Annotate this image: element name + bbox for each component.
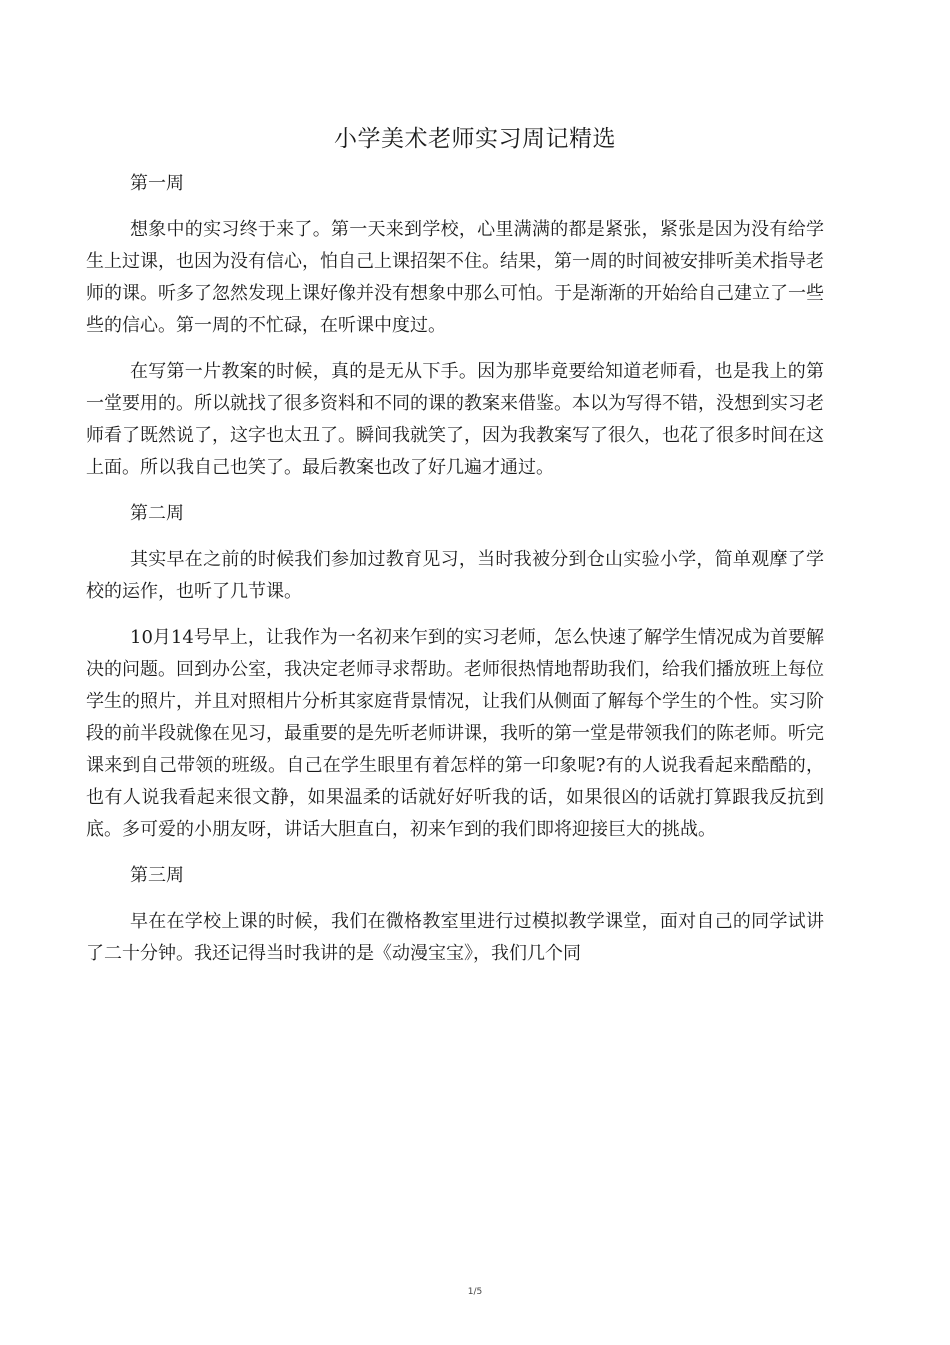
paragraph: 10月14号早上，让我作为一名初来乍到的实习老师，怎么快速了解学生情况成为首要解决的问题。回到办公室，我决定老师寻求帮助。老师很热情地帮助我们，给我们播放班上每位学生的照片，并且对照相片分析其家庭背景情况，让我们从侧面了解每个学生的个性。实习阶段的前半段就像在见习，最重要的是先听老师讲课，我听的第一堂是带领我们的陈老师。听完课来到自己带领的班级。自己在学生眼里有着怎样的第一印象呢?有的人说我看起来酷酷的，也有人说我看起来很文静，如果温柔的话就好好听我的话，如果很凶的话就打算跟我反抗到底。多可爱的小朋友呀，讲话大胆直白，初来乍到的我们即将迎接巨大的挑战。 (86, 627, 824, 840)
document-body (86, 168, 824, 970)
paragraph: 想象中的实习终于来了。第一天来到学校，心里满满的都是紧张，紧张是因为没有给学生上过课，也因为没有信心，怕自己上课招架不住。结果，第一周的时间被安排听美术指导老师的课。听多了忽然发现上课好像并没有想象中那么可怕。于是渐渐的开始给自己建立了一些些的信心。第一周的不忙碌，在听课中度过。 (86, 219, 824, 336)
section-heading-week-1: 第一周 (130, 173, 184, 194)
paragraph: 早在在学校上课的时候，我们在微格教室里进行过模拟教学课堂，面对自己的同学试讲了二十分钟。我还记得当时我讲的是《动漫宝宝》，我们几个同 (86, 911, 824, 964)
section-heading-week-3: 第三周 (130, 865, 184, 886)
paragraph: 其实早在之前的时候我们参加过教育见习，当时我被分到仓山实验小学，简单观摩了学校的运作，也听了几节课。 (86, 549, 824, 602)
page-number: 1/5 (467, 1287, 483, 1297)
paragraph: 在写第一片教案的时候，真的是无从下手。因为那毕竟要给知道老师看，也是我上的第一堂要用的。所以就找了很多资料和不同的课的教案来借鉴。本以为写得不错，没想到实习老师看了既然说了，这字也太丑了。瞬间我就笑了，因为我教案写了很久，也花了很多时间在这上面。所以我自己也笑了。最后教案也改了好几遍才通过。 (86, 361, 824, 478)
section-heading-week-2: 第二周 (130, 503, 184, 524)
document-title: 小学美术老师实习周记精选 (334, 126, 616, 152)
